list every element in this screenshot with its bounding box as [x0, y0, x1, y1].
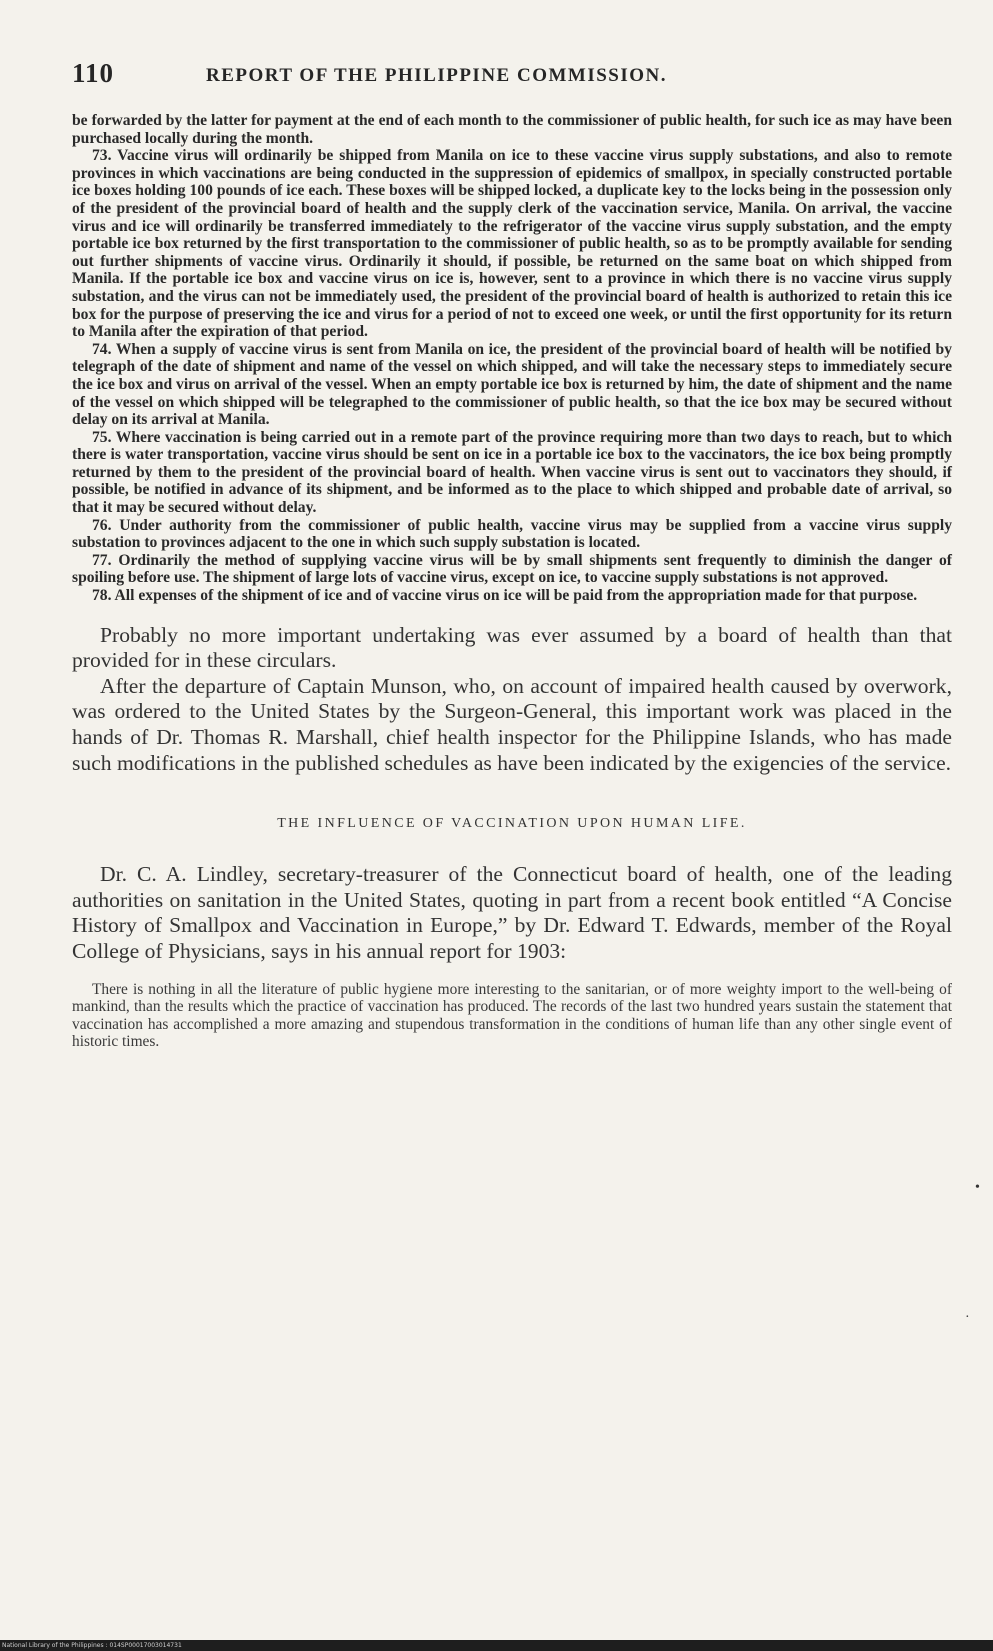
footer-identifier: 014SP00017003014731: [109, 1642, 182, 1649]
section-heading: THE INFLUENCE OF VACCINATION UPON HUMAN LIFE.: [277, 816, 747, 832]
block-quote: There is nothing in all the literature of public hygiene more interesting to the sanitarian, or of more weighty import to the well-being of mankind, than the results which the practice of vaccination has produced. The records of the last two hundred years sustain the statement that vaccination has accomplished a more amazing and stupendous transformation in the conditions of human life than any other single event of historic times.: [72, 980, 952, 1051]
paragraph-75: 75. Where vaccination is being carried out in a remote part of the province requiring more than two days to reach, but to which there is water transportation, vaccine virus should be sent on ice in a portable ice box to the vaccinators, the ice box being promptly returned by them to the president of the provincial board of health. When vaccine virus is sent out to vaccinators they should, if possible, be notified in advance of its shipment, and be informed as to the place to which shipped and probable date of arrival, so that it may be secured without delay.: [72, 428, 952, 517]
paragraph-continuation: be forwarded by the latter for payment at the end of each month to the commissioner of public health, for such ice as may have been purchased locally during the month.: [72, 112, 952, 147]
paragraph-76: 76. Under authority from the commissioner of public health, vaccine virus may be supplied from a vaccine virus supply substation to provinces adjacent to the one in which such supply substation is located.: [72, 516, 952, 552]
body-text: [72, 112, 952, 1051]
running-head: REPORT OF THE PHILIPPINE COMMISSION.: [206, 65, 668, 86]
paragraph-lindley: Dr. C. A. Lindley, secretary-treasurer of the Connecticut board of health, one of the leading authorities on sanitation in the United States, quoting in part from a recent book entitled “A Concise History of Smallpox and Vaccination in Europe,” by Dr. Edward T. Edwards, member of the Royal College of Physicians, says in his annual report for 1903:: [72, 862, 952, 963]
page-number: 110: [72, 58, 115, 88]
footer-attribution: National Library of the Philippines: [2, 1642, 104, 1649]
margin-mark: •: [975, 1180, 980, 1195]
margin-mark: ·: [965, 1310, 970, 1325]
page-header: [72, 58, 952, 92]
paragraph-77: 77. Ordinarily the method of supplying vaccine virus will be by small shipments sent frequently to diminish the danger of spoiling before use. The shipment of large lots of vaccine virus, except on ice, to vaccine supply substations is not approved.: [72, 551, 952, 587]
paragraph-important-undertaking: Probably no more important undertaking was ever assumed by a board of health than that provided for in these circulars.: [72, 622, 952, 673]
paragraph-captain-munson: After the departure of Captain Munson, who, on account of impaired health caused by overwork, was ordered to the United States by the Surgeon-General, this important work was placed in the hands of Dr. Thomas R. Marshall, chief health inspector for the Philippine Islands, who has made such modifications in the published schedules as have been indicated by the exigencies of the service.: [72, 673, 952, 775]
paragraph-74: 74. When a supply of vaccine virus is sent from Manila on ice, the president of the provincial board of health will be notified by telegraph of the date of shipment and name of the vessel on which shipped, and will take the necessary steps to immediately secure the ice box and virus on arrival of the vessel. When an empty portable ice box is returned by him, the date of shipment and the name of the vessel on which shipped will be telegraphed to the commissioner of public health, so that the ice box may be secured without delay on its arrival at Manila.: [72, 340, 952, 429]
paragraph-73: 73. Vaccine virus will ordinarily be shipped from Manila on ice to these vaccine virus supply substations, and also to remote provinces in which vaccinations are being conducted in the suppression of epidemics of smallpox, in specially constructed portable ice boxes holding 100 pounds of ice each. These boxes will be shipped locked, a duplicate key to the locks being in the possession only of the president of the provincial board of health and the supply clerk of the vaccination service, Manila. On arrival, the vaccine virus and ice will ordinarily be transferred immediately to the refrigerator of the vaccine virus supply substation, and the empty portable ice box returned by the first transportation to the commissioner of public health, so as to be promptly available for sending out further shipments of vaccine virus. Ordinarily it should, if possible, be returned on the same boat on which shipped from Manila. If the portable ice box and vaccine virus on ice is, however, sent to a province in which there is no vaccine virus supply substation, and the virus can not be immediately used, the president of the provincial board of health is authorized to retain this ice box for the purpose of preserving the ice and virus for a period of not to exceed one week, or until the first opportunity for its return to Manila after the expiration of that period.: [72, 147, 952, 341]
paragraph-78: 78. All expenses of the shipment of ice and of vaccine virus on ice will be paid from the appropriation made for that purpose.: [92, 587, 918, 605]
scan-footer: National Library of the Philippines : 014SP00017003014731: [2, 1642, 182, 1649]
